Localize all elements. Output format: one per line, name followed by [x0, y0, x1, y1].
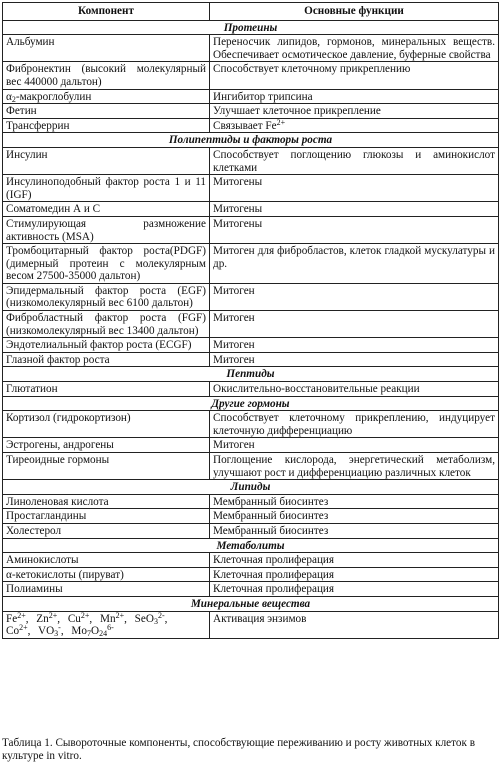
function-cell: Способствует клеточному прикреплению, индуцирует клеточную дифференциацию	[210, 411, 499, 438]
table-row	[3, 382, 499, 397]
component-cell: Альбумин	[3, 35, 210, 62]
ion-zn: $Zn^{2+}$,	[36, 610, 61, 625]
component-cell: Фибронектин (высокий молекулярный вес 440000 дальтон)	[3, 62, 210, 89]
table-row	[3, 283, 499, 310]
component-cell: Простагландины	[3, 509, 210, 524]
function-cell: Митоген	[210, 338, 499, 353]
table-row	[3, 175, 499, 202]
ion-cu: $Cu^{2+}$,	[67, 610, 93, 625]
function-cell: Митоген	[210, 352, 499, 367]
table-row	[3, 611, 499, 638]
function-cell: Митоген	[210, 283, 499, 310]
component-cell	[3, 89, 210, 104]
function-cell	[210, 118, 499, 133]
function-cell: Мембранный биосинтез	[210, 494, 499, 509]
component-cell: Трансферрин	[3, 118, 210, 133]
function-text: Связывает Fe	[213, 119, 277, 132]
function-cell: Мембранный биосинтез	[210, 523, 499, 538]
component-cell: Эпидермальный фактор роста (EGF) (низкомолекулярный вес 6100 дальтон)	[3, 283, 210, 310]
subscript: 2	[11, 94, 16, 104]
table-row	[3, 567, 499, 582]
section-title-other-hormones: Другие гормоны	[3, 396, 499, 411]
function-cell: Улучшает клеточное прикрепление	[210, 104, 499, 119]
table-row	[3, 509, 499, 524]
component-cell	[3, 611, 210, 638]
section-title-metabolites: Метаболиты	[3, 538, 499, 553]
superscript: 2+	[276, 117, 286, 127]
component-cell: α-кетокислоты (пируват)	[3, 567, 210, 582]
table-caption: Таблица 1. Сывороточные компоненты, способствующие переживанию и росту животных клеток в культуре in vitro.	[2, 737, 475, 762]
component-cell: Аминокислоты	[3, 553, 210, 568]
component-cell: Кортизол (гидрокортизон)	[3, 411, 210, 438]
component-cell: Линоленовая кислота	[3, 494, 210, 509]
function-cell: Клеточная пролиферация	[210, 567, 499, 582]
component-cell: Эндотелиальный фактор роста (ECGF)	[3, 338, 210, 353]
ion-vo3: $VO_3^-$,	[37, 623, 64, 639]
function-cell: Мембранный биосинтез	[210, 509, 499, 524]
function-cell: Митоген	[210, 438, 499, 453]
table-row	[3, 494, 499, 509]
table-row	[3, 352, 499, 367]
component-cell: Тиреоидные гормоны	[3, 453, 210, 480]
component-cell: Холестерол	[3, 523, 210, 538]
section-title-minerals: Минеральные вещества	[3, 596, 499, 611]
table-row	[3, 453, 499, 480]
component-cell: Глазной фактор роста	[3, 352, 210, 367]
component-cell: Полиамины	[3, 582, 210, 597]
section-row	[3, 480, 499, 495]
component-cell: Инсулиноподобный фактор роста 1 и 11 (IGF)	[3, 175, 210, 202]
header-functions: Основные функции	[210, 3, 499, 21]
table-row	[3, 523, 499, 538]
function-cell: Способствует поглощению глюкозы и аминокислот клетками	[210, 147, 499, 174]
ion-seo3: SeO$_3^{2-}$,	[134, 610, 168, 626]
table-row	[3, 89, 499, 104]
function-cell: Митоген для фибробластов, клеток гладкой мускулатуры и др.	[210, 244, 499, 284]
function-cell: Переносчик липидов, гормонов, минеральных веществ. Обеспечивает осмотическое давление, буферные свойства	[210, 35, 499, 62]
section-row	[3, 367, 499, 382]
table-row	[3, 62, 499, 89]
ion-fe: $Fe^{2+}$,	[6, 610, 29, 625]
table-row	[3, 582, 499, 597]
section-row	[3, 396, 499, 411]
table-row	[3, 118, 499, 133]
section-row	[3, 133, 499, 148]
component-cell: Тромбоцитарный фактор роста(PDGF) (димерный протеин с молекулярным весом 27500-35000 дальтон)	[3, 244, 210, 284]
component-cell: Соматомедин А и С	[3, 202, 210, 217]
ion-co: $Co^{2+}$,	[6, 623, 31, 638]
component-text: α	[6, 90, 12, 103]
table-row	[3, 438, 499, 453]
function-cell: Активация энзимов	[210, 611, 499, 638]
table-row	[3, 553, 499, 568]
function-cell: Окислительно-восстановительные реакции	[210, 382, 499, 397]
function-cell: Клеточная пролиферация	[210, 553, 499, 568]
section-title-lipids: Липиды	[3, 480, 499, 495]
table-row	[3, 216, 499, 243]
table-header-row	[3, 3, 499, 21]
function-cell: Способствует клеточному прикреплению	[210, 62, 499, 89]
section-title-proteins: Протеины	[3, 20, 499, 35]
function-cell: Митогены	[210, 216, 499, 243]
section-row	[3, 538, 499, 553]
function-cell: Митогены	[210, 175, 499, 202]
table-row	[3, 244, 499, 284]
serum-components-table	[2, 2, 499, 639]
table-row	[3, 104, 499, 119]
ion-mo7o24: $Mo_7O_{24}^{6-}$	[71, 623, 114, 639]
header-component: Компонент	[3, 3, 210, 21]
table-row	[3, 202, 499, 217]
section-row	[3, 20, 499, 35]
table-row	[3, 311, 499, 338]
function-cell: Ингибитор трипсина	[210, 89, 499, 104]
table-row	[3, 147, 499, 174]
component-cell: Фибробластный фактор роста (FGF) (низкомолекулярный вес 13400 дальтон)	[3, 311, 210, 338]
function-cell: Митогены	[210, 202, 499, 217]
section-row	[3, 596, 499, 611]
component-cell: Стимулирующая размножение активность (MSA)	[3, 216, 210, 243]
component-text: -макроглобулин	[15, 90, 92, 103]
function-cell: Митоген	[210, 311, 499, 338]
component-cell: Глютатион	[3, 382, 210, 397]
section-title-polypeptides: Полипептиды и факторы роста	[3, 133, 499, 148]
function-cell: Поглощение кислорода, энергетический метаболизм, улучшают рост и дифференциацию различных клеток	[210, 453, 499, 480]
table-row	[3, 35, 499, 62]
component-cell: Эстрогены, андрогены	[3, 438, 210, 453]
section-title-peptides: Пептиды	[3, 367, 499, 382]
table-row	[3, 411, 499, 438]
table-row	[3, 338, 499, 353]
function-cell: Клеточная пролиферация	[210, 582, 499, 597]
ion-mn: $Mn^{2+}$,	[100, 610, 127, 625]
component-cell: Фетин	[3, 104, 210, 119]
component-cell: Инсулин	[3, 147, 210, 174]
